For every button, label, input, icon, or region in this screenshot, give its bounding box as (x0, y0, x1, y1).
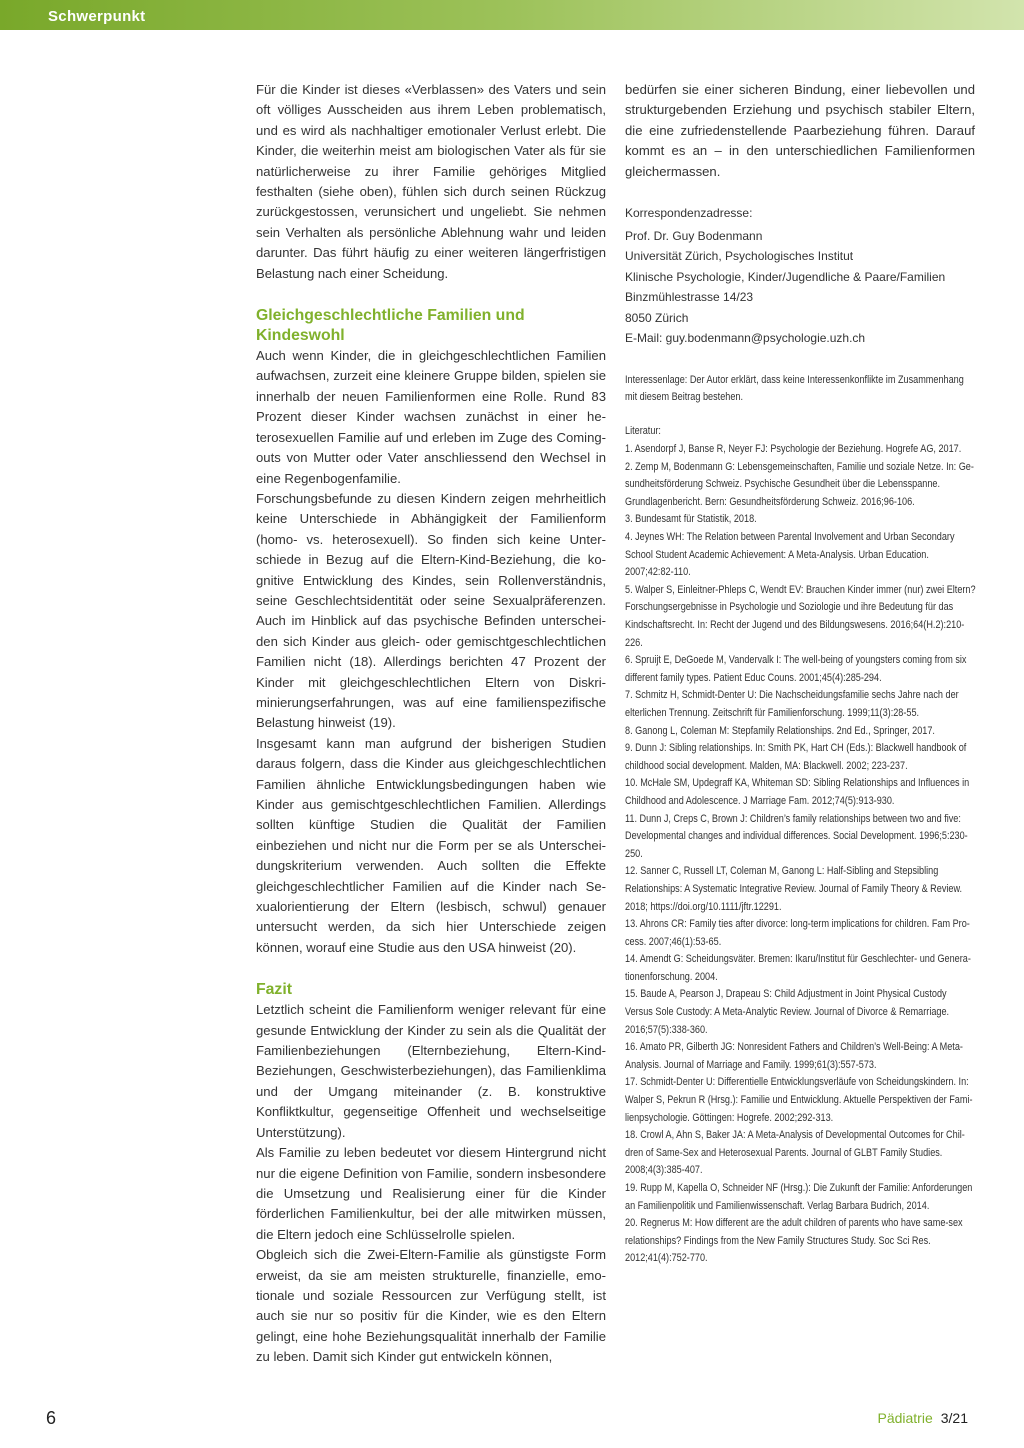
reference-item: 4. Jeynes WH: The Relation between Parental Involvement and Urban Secondary School Student Academic Achievement: A Meta-Analysis. Urban Education. 2007;42:82-110. (625, 531, 955, 579)
reference-item: 9. Dunn J: Sibling relationships. In: Smith PK, Hart CH (Eds.): Blackwell handbook of childhood social development. Malden, MA: Blackwell. 2002; 223-237. (625, 742, 967, 772)
intro-paragraph: Für die Kinder ist dieses «Verblassen» des Vaters und sein oft völliges Ausscheiden aus ihrem Leben problematisch, und es wird als nachhaltiger emotionaler Verlust erlebt. Die Kinder, die weiterhin meist am biologischen Vater als für sie natürlicherweise zu ihrer Familie gehöriges Mitglied festhalten (siehe oben), fühlen sich durch seinen Rückzug zurückgestossen, verunsichert und ungeliebt. Sie nehmen sein Verhalten als persönliche Ablehnung wahr und leiden darunter. Das führt häufig zu einer weiteren längerfristigen Belastung nach einer Scheidung. (256, 82, 606, 281)
section-label: Schwerpunkt (48, 8, 146, 25)
reference-item: 5. Walper S, Einleitner-Phleps C, Wendt EV: Brauchen Kinder immer (nur) zwei Eltern? Forschungsergebnisse in Psychologie und Soziologie und ihre Bedeutung für das Kindschaftsrecht. In: Recht der Jugend und des Bildungswesens. 2016;64(H.2):210-226. (625, 583, 976, 649)
correspondence-street: Binzmühlestrasse 14/23 (625, 290, 754, 305)
interest-statement: Interessenlage: Der Autor erklärt, dass keine Interessenkonflikte im Zusammenhang mit diesem Beitrag bestehen. (625, 374, 964, 403)
reference-item: 17. Schmidt-Denter U: Differentielle Entwicklungsverläufe von Scheidungskindern. In: Walper S, Pekrun R (Hrsg.): Familie und Entwicklung. Aktuelle Perspektiven der Familienpsychologie. Göttingen: Hogrefe. 2002;292-313. (625, 1076, 973, 1124)
correspondence-email[interactable]: E-Mail: guy.bodenmann@psychologie.uzh.ch (625, 331, 866, 346)
body-paragraph: Obgleich sich die Zwei-Eltern-Familie als günstigste Form erweist, da sie am meisten strukturelle, finanzielle, emotionale und soziale Ressourcen zur Verfügung stellt, ist auch sie nur so positiv für die Kinder, wie es den Eltern gelingt, eine hohe Beziehungsqualität innerhalb der Familie zu leben. Damit sich Kinder gut entwickeln können, (256, 1247, 606, 1365)
reference-item: 11. Dunn J, Creps C, Brown J: Children’s family relationships between two and five: Developmental changes and individual differences. Social Development. 1996;5:230-250. (625, 812, 968, 860)
correspondence-city: 8050 Zürich (625, 310, 689, 325)
reference-item: 15. Baude A, Pearson J, Drapeau S: Child Adjustment in Joint Physical Custody Versus Sole Custody: A Meta-Analytic Review. Journal of Divorce & Remarriage. 2016;57(5):338-360. (625, 988, 950, 1036)
section-heading-same-sex-families: Gleichgeschlechtliche Familien und Kindeswohl (256, 307, 525, 345)
body-paragraph: Letztlich scheint die Familienform weniger relevant für eine gesunde Entwicklung der Kinder zu sein als die Qualität der Familienbeziehungen (Elternbeziehung, Eltern-Kind-Beziehungen, Geschwisterbeziehungen), das Familienklima und der Umgang miteinander (z. B. konstruktive Konfliktkultur, gegenseitige Offenheit und wechselseitige Unterstützung). (256, 1002, 606, 1140)
header-bar (0, 0, 1024, 30)
journal-issue: 3/21 (940, 1410, 968, 1426)
reference-item: 19. Rupp M, Kapella O, Schneider NF (Hrsg.): Die Zukunft der Familie: Anforderungen an Familienpolitik und Familienwissenschaft. Verlag Barbara Budrich, 2014. (625, 1182, 973, 1212)
left-column (256, 80, 606, 1368)
body-paragraph: Als Familie zu leben bedeutet vor diesem Hintergrund nicht nur die eigene Definition von Familie, sondern insbesondere die Umsetzung und Realisierung einer für die Kinder förderlichen Familienkultur, bei der alle mitwirken müssen, die Eltern jedoch eine Schlüsselrolle spielen. (256, 1145, 606, 1242)
reference-item: 16. Amato PR, Gilberth JG: Nonresident Fathers and Children’s Well-Being: A Meta-Analysis. Journal of Marriage and Family. 1999;61(3):557-573. (625, 1041, 963, 1071)
reference-item: 20. Regnerus M: How different are the adult children of parents who have same-sex relationships? Findings from the New Family Structures Study. Soc Sci Res. 2012;41(4):752-770. (625, 1217, 963, 1265)
reference-item: 12. Sanner C, Russell LT, Coleman M, Ganong L: Half-Sibling and Stepsibling Relationships: A Systematic Integrative Review. Journal of Family Theory & Review. 2018; https://doi.org/10.1111/jftr.12291. (625, 865, 963, 913)
body-paragraph: Forschungsbefunde zu diesen Kindern zeigen mehrheitlich keine Unterschiede in Abhängigkeit der Familienform (homo- vs. heterosexuell). So finden sich keine Unterschiede in Bezug auf die Eltern-Kind-Beziehung, die kognitive Entwicklung des Kindes, sein Rollenverständnis, seine Geschlechtsidentität oder seine Sexualpräferenzen. Auch im Hinblick auf das psychische Befinden unterscheiden sich Kinder aus gleich- oder gemischtgeschlechtlichen Familien nicht (18). Allerdings berichten 47 Prozent der Kinder mit gleichgeschlechtlichen Eltern von Diskriminierungserfahrungen, was auf eine familienspezifische Belastung hinweist (19). (256, 490, 606, 731)
reference-item: 13. Ahrons CR: Family ties after divorce: long-term implications for children. Fam Process. 2007;46(1):53-65. (625, 918, 970, 948)
continuation-paragraph: bedürfen sie einer sicheren Bindung, einer liebevollen und strukturgebenden Erziehung und psychisch stabiler Eltern, die eine zufriedenstellende Paarbeziehung führen. Darauf kommt es an – in den unterschiedlichen Familienformen gleichermassen. (625, 82, 975, 179)
reference-list (625, 441, 976, 1268)
reference-item: 3. Bundesamt für Statistik, 2018. (625, 513, 757, 526)
right-column (625, 80, 975, 1268)
reference-item: 7. Schmitz H, Schmidt-Denter U: Die Nachscheidungsfamilie sechs Jahre nach der elterlichen Trennung. Zeitschrift für Familienforschung. 1999;11(3):28-55. (625, 689, 959, 719)
correspondence-title: Korrespondenzadresse: (625, 206, 753, 221)
body-paragraph: Auch wenn Kinder, die in gleichgeschlechtlichen Familien aufwachsen, zurzeit eine kleinere Gruppe bilden, spielen sie innerhalb der neuen Familienformen eine Rolle. Rund 83 Prozent dieser Kinder wachsen zunächst in einer heterosexuellen Familie auf und erleben im Zuge des Coming-outs von Mutter oder Vater anschliessend den Wechsel in eine Regenbogenfamilie. (256, 348, 606, 486)
reference-item: 6. Spruijt E, DeGoede M, Vandervalk I: The well-being of youngsters coming from six different family types. Patient Educ Couns. 2001;45(4):285-294. (625, 654, 967, 684)
footer-journal-info (877, 1410, 968, 1426)
section-heading-fazit: Fazit (256, 981, 292, 999)
correspondence-institute: Universität Zürich, Psychologisches Institut (625, 249, 854, 264)
correspondence-block (625, 204, 975, 348)
reference-item: 10. McHale SM, Updegraff KA, Whiteman SD: Sibling Relationships and Influences in Childhood and Adolescence. J Marriage Fam. 2012;74(5):913-930. (625, 777, 970, 807)
reference-item: 18. Crowl A, Ahn S, Baker JA: A Meta-Analysis of Developmental Outcomes for Children of Same-Sex and Heterosexual Parents. Journal of GLBT Family Studies. 2008;4(3):385-407. (625, 1129, 965, 1177)
body-paragraph: Insgesamt kann man aufgrund der bisherigen Studien daraus folgern, dass die Kinder aus gleichgeschlechtlichen Familien ähnliche Entwicklungsbedingungen haben wie Kinder aus gemischtgeschlechtlichen Familien. Allerdings sollten künftige Studien die Qualität der Familien einbeziehen und nicht nur die Form per se als Unterscheidungskriterium verwenden. Auch sollten die Effekte gleichgeschlechtlicher Familien auf die Kinder nach Sexualorientierung der Eltern (lesbisch, schwul) genauer untersucht werden, da sich hier Unterschiede zeigen können, worauf eine Studie aus den USA hinweist (20). (256, 735, 606, 955)
reference-item: 8. Ganong L, Coleman M: Stepfamily Relationships. 2nd Ed., Springer, 2017. (625, 724, 935, 737)
literature-title: Literatur: (625, 425, 661, 438)
journal-name: Pädiatrie (877, 1410, 933, 1426)
correspondence-department: Klinische Psychologie, Kinder/Jugendliche & Paare/Familien (625, 269, 946, 284)
reference-item: 2. Zemp M, Bodenmann G: Lebensgemeinschaften, Familie und soziale Netze. In: Gesundheitsförderung Schweiz. Psychische Gesundheit über die Lebensspanne. Grundlagenbericht. Bern: Gesundheitsförderung Schweiz. 2016;96-106. (625, 460, 974, 508)
reference-item: 14. Amendt G: Scheidungsväter. Bremen: Ikaru/Institut für Geschlechter- und Generationenforschung. 2004. (625, 953, 971, 983)
page-number: 6 (46, 1408, 57, 1428)
correspondence-name: Prof. Dr. Guy Bodenmann (625, 229, 763, 244)
reference-item: 1. Asendorpf J, Banse R, Neyer FJ: Psychologie der Beziehung. Hogrefe AG, 2017. (625, 443, 962, 456)
